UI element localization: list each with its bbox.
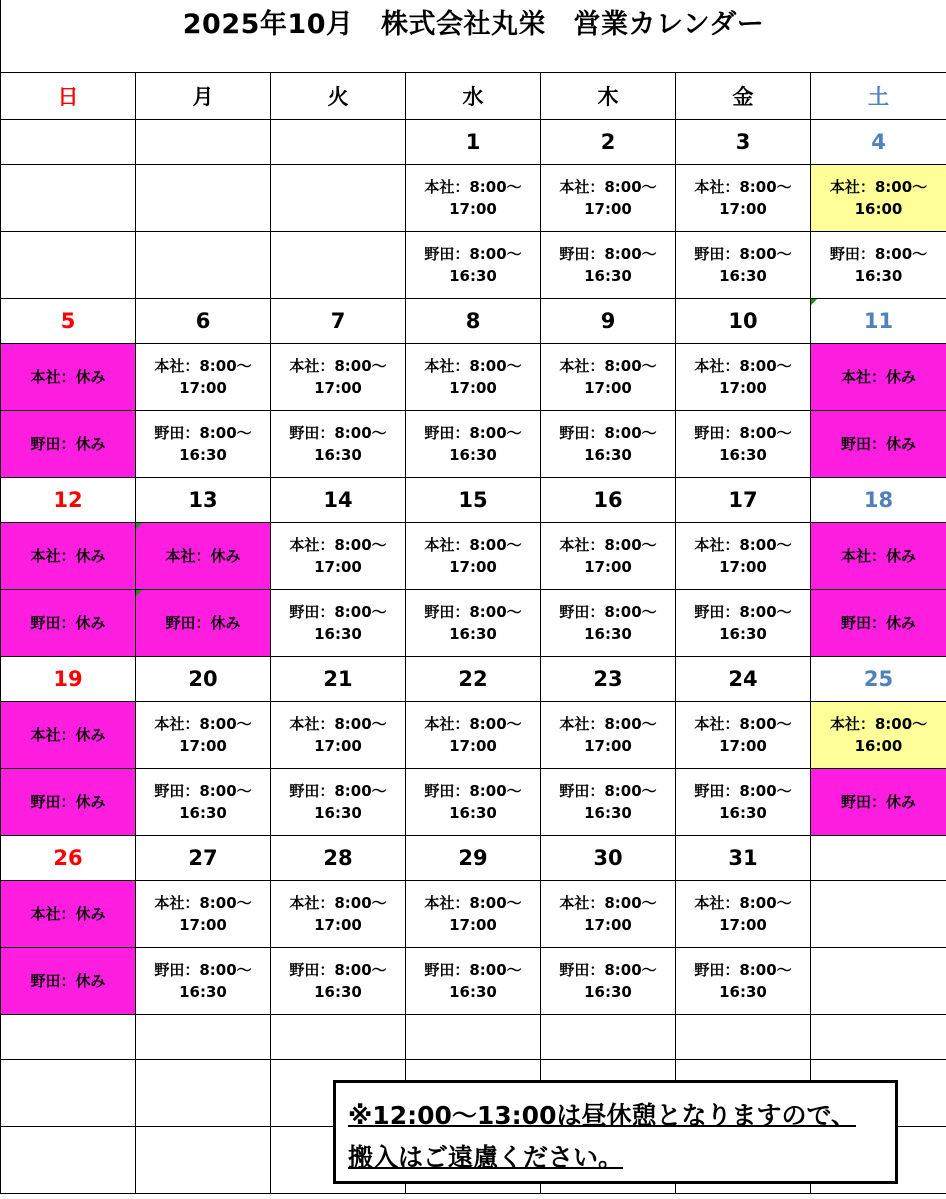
weekday-sunday: 日 xyxy=(1,73,136,120)
noda-hours-row xyxy=(1,232,946,299)
noda-hours-cell: 野田：8:00～ 16:30 xyxy=(676,769,811,836)
blank-row xyxy=(1,1015,946,1060)
noda-hours-cell: 野田：8:00～ 16:30 xyxy=(406,769,541,836)
empty-cell xyxy=(271,1015,406,1060)
date-cell: 8 xyxy=(406,299,541,344)
empty-cell xyxy=(811,1015,946,1060)
honsha-hours-cell: 本社：休み xyxy=(1,881,136,948)
date-row xyxy=(1,836,946,881)
date-cell: 4 xyxy=(811,120,946,165)
empty-cell xyxy=(1,1060,136,1127)
empty-cell xyxy=(136,165,271,232)
noda-hours-cell: 野田：8:00～ 16:30 xyxy=(271,769,406,836)
date-cell: 6 xyxy=(136,299,271,344)
noda-hours-cell: 野田：8:00～ 16:30 xyxy=(271,948,406,1015)
empty-cell xyxy=(811,836,946,881)
lunch-break-notice xyxy=(333,1080,898,1184)
date-cell: 22 xyxy=(406,657,541,702)
empty-cell xyxy=(271,232,406,299)
date-cell: 11 xyxy=(811,299,946,344)
date-cell: 1 xyxy=(406,120,541,165)
weekday-thursday: 木 xyxy=(541,73,676,120)
date-cell: 13 xyxy=(136,478,271,523)
noda-hours-cell: 野田：8:00～ 16:30 xyxy=(406,590,541,657)
date-cell: 20 xyxy=(136,657,271,702)
honsha-hours-cell: 本社：8:00～ 17:00 xyxy=(676,702,811,769)
honsha-hours-cell: 本社：8:00～ 17:00 xyxy=(136,344,271,411)
page-title: 2025年10月 株式会社丸栄 営業カレンダー xyxy=(0,0,946,72)
date-row xyxy=(1,120,946,165)
honsha-hours-cell: 本社：休み xyxy=(1,702,136,769)
honsha-hours-cell: 本社：8:00～ 17:00 xyxy=(271,702,406,769)
honsha-hours-row xyxy=(1,881,946,948)
empty-cell xyxy=(136,1015,271,1060)
noda-hours-cell: 野田：休み xyxy=(1,769,136,836)
honsha-hours-cell: 本社：休み xyxy=(1,523,136,590)
noda-hours-cell: 野田：休み xyxy=(811,590,946,657)
honsha-hours-cell: 本社：8:00～ 17:00 xyxy=(406,881,541,948)
honsha-hours-cell: 本社：休み xyxy=(136,523,271,590)
honsha-hours-cell: 本社：8:00～ 17:00 xyxy=(136,702,271,769)
honsha-hours-row xyxy=(1,702,946,769)
empty-cell xyxy=(541,1015,676,1060)
noda-hours-cell: 野田：8:00～ 16:30 xyxy=(136,411,271,478)
date-cell: 23 xyxy=(541,657,676,702)
honsha-hours-cell: 本社：8:00～ 17:00 xyxy=(271,523,406,590)
honsha-hours-cell: 本社：8:00～ 16:00 xyxy=(811,702,946,769)
empty-cell xyxy=(136,232,271,299)
noda-hours-cell: 野田：休み xyxy=(811,769,946,836)
noda-hours-row xyxy=(1,590,946,657)
noda-hours-cell: 野田：8:00～ 16:30 xyxy=(271,590,406,657)
noda-hours-cell: 野田：休み xyxy=(136,590,271,657)
empty-cell xyxy=(271,120,406,165)
weekday-header-row xyxy=(1,73,946,120)
empty-cell xyxy=(1,120,136,165)
date-cell: 15 xyxy=(406,478,541,523)
empty-cell xyxy=(811,948,946,1015)
weekday-tuesday: 火 xyxy=(271,73,406,120)
honsha-hours-cell: 本社：8:00～ 17:00 xyxy=(406,165,541,232)
date-cell: 31 xyxy=(676,836,811,881)
honsha-hours-row xyxy=(1,165,946,232)
empty-cell xyxy=(1,232,136,299)
honsha-hours-cell: 本社：8:00～ 17:00 xyxy=(676,523,811,590)
empty-cell xyxy=(1,1127,136,1194)
honsha-hours-row xyxy=(1,523,946,590)
noda-hours-cell: 野田：8:00～ 16:30 xyxy=(406,232,541,299)
date-cell: 24 xyxy=(676,657,811,702)
noda-hours-row xyxy=(1,769,946,836)
date-row xyxy=(1,299,946,344)
date-cell: 5 xyxy=(1,299,136,344)
noda-hours-cell: 野田：8:00～ 16:30 xyxy=(541,232,676,299)
honsha-hours-cell: 本社：8:00～ 17:00 xyxy=(271,881,406,948)
empty-cell xyxy=(676,1015,811,1060)
noda-hours-cell: 野田：休み xyxy=(1,948,136,1015)
notice-line-2: 搬入はご遠慮ください。 xyxy=(348,1143,624,1172)
date-cell: 16 xyxy=(541,478,676,523)
empty-cell xyxy=(136,1127,271,1194)
calendar-grid xyxy=(0,72,946,1194)
weekday-wednesday: 水 xyxy=(406,73,541,120)
noda-hours-cell: 野田：8:00～ 16:30 xyxy=(406,411,541,478)
noda-hours-cell: 野田：休み xyxy=(1,590,136,657)
honsha-hours-cell: 本社：8:00～ 17:00 xyxy=(406,523,541,590)
date-cell: 17 xyxy=(676,478,811,523)
empty-cell xyxy=(136,120,271,165)
honsha-hours-cell: 本社：8:00～ 17:00 xyxy=(136,881,271,948)
noda-hours-cell: 野田：8:00～ 16:30 xyxy=(541,411,676,478)
honsha-hours-cell: 本社：8:00～ 17:00 xyxy=(676,881,811,948)
date-cell: 10 xyxy=(676,299,811,344)
empty-cell xyxy=(1,1015,136,1060)
honsha-hours-row xyxy=(1,344,946,411)
honsha-hours-cell: 本社：8:00～ 17:00 xyxy=(541,165,676,232)
date-row xyxy=(1,478,946,523)
honsha-hours-cell: 本社：8:00～ 17:00 xyxy=(541,702,676,769)
honsha-hours-cell: 本社：8:00～ 17:00 xyxy=(541,344,676,411)
date-cell: 12 xyxy=(1,478,136,523)
noda-hours-cell: 野田：8:00～ 16:30 xyxy=(271,411,406,478)
noda-hours-cell: 野田：8:00～ 16:30 xyxy=(676,232,811,299)
honsha-hours-cell: 本社：休み xyxy=(1,344,136,411)
date-cell: 29 xyxy=(406,836,541,881)
noda-hours-cell: 野田：8:00～ 16:30 xyxy=(136,948,271,1015)
noda-hours-cell: 野田：8:00～ 16:30 xyxy=(541,590,676,657)
noda-hours-cell: 野田：8:00～ 16:30 xyxy=(676,590,811,657)
honsha-hours-cell: 本社：8:00～ 17:00 xyxy=(271,344,406,411)
date-cell: 26 xyxy=(1,836,136,881)
noda-hours-cell: 野田：8:00～ 16:30 xyxy=(406,948,541,1015)
date-cell: 27 xyxy=(136,836,271,881)
honsha-hours-cell: 本社：8:00～ 16:00 xyxy=(811,165,946,232)
date-cell: 18 xyxy=(811,478,946,523)
empty-cell xyxy=(811,881,946,948)
empty-cell xyxy=(136,1060,271,1127)
date-row xyxy=(1,657,946,702)
honsha-hours-cell: 本社：8:00～ 17:00 xyxy=(541,523,676,590)
noda-hours-cell: 野田：8:00～ 16:30 xyxy=(136,769,271,836)
date-cell: 7 xyxy=(271,299,406,344)
date-cell: 28 xyxy=(271,836,406,881)
noda-hours-cell: 野田：休み xyxy=(811,411,946,478)
empty-cell xyxy=(271,165,406,232)
honsha-hours-cell: 本社：8:00～ 17:00 xyxy=(406,344,541,411)
noda-hours-cell: 野田：8:00～ 16:30 xyxy=(541,948,676,1015)
noda-hours-cell: 野田：8:00～ 16:30 xyxy=(676,948,811,1015)
date-cell: 30 xyxy=(541,836,676,881)
honsha-hours-cell: 本社：休み xyxy=(811,523,946,590)
noda-hours-cell: 野田：8:00～ 16:30 xyxy=(541,769,676,836)
date-cell: 19 xyxy=(1,657,136,702)
noda-hours-row xyxy=(1,411,946,478)
date-cell: 14 xyxy=(271,478,406,523)
date-cell: 21 xyxy=(271,657,406,702)
honsha-hours-cell: 本社：8:00～ 17:00 xyxy=(676,344,811,411)
noda-hours-cell: 野田：8:00～ 16:30 xyxy=(676,411,811,478)
date-cell: 25 xyxy=(811,657,946,702)
weekday-friday: 金 xyxy=(676,73,811,120)
date-cell: 9 xyxy=(541,299,676,344)
weekday-monday: 月 xyxy=(136,73,271,120)
date-cell: 2 xyxy=(541,120,676,165)
honsha-hours-cell: 本社：8:00～ 17:00 xyxy=(676,165,811,232)
honsha-hours-cell: 本社：8:00～ 17:00 xyxy=(541,881,676,948)
honsha-hours-cell: 本社：8:00～ 17:00 xyxy=(406,702,541,769)
notice-line-1: ※12:00～13:00は昼休憩となりますので、 xyxy=(348,1101,856,1130)
empty-cell xyxy=(406,1015,541,1060)
date-cell: 3 xyxy=(676,120,811,165)
noda-hours-cell: 野田：8:00～ 16:30 xyxy=(811,232,946,299)
weekday-saturday: 土 xyxy=(811,73,946,120)
noda-hours-row xyxy=(1,948,946,1015)
empty-cell xyxy=(1,165,136,232)
noda-hours-cell: 野田：休み xyxy=(1,411,136,478)
honsha-hours-cell: 本社：休み xyxy=(811,344,946,411)
